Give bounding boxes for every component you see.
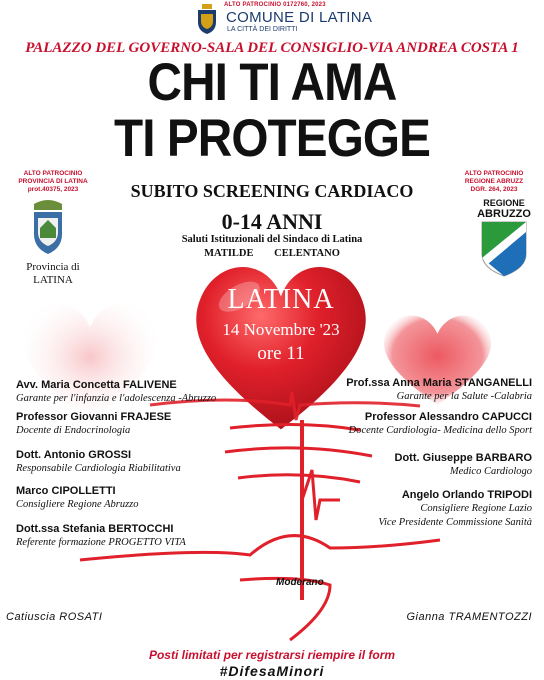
province-patronage-line: ALTO PATROCINIO (23, 170, 83, 177)
region-patronage-line: REGIONE ABRUZZ (464, 178, 524, 185)
venue: PALAZZO DEL GOVERNO-SALA DEL CONSIGLIO-VIA ANDREA COSTA 1 (25, 40, 519, 56)
province-name-line: LATINA (33, 274, 73, 286)
greetings-line: Saluti Istituzionali del Sindaco di Latina (181, 234, 363, 245)
speaker-right-2 (349, 410, 532, 438)
event-date: 14 Novembre '23 (222, 320, 340, 339)
event-city: LATINA (227, 284, 335, 315)
speaker-name: Avv. Maria Concetta FALIVENE (16, 379, 177, 391)
speaker-role: Garante per l'infanzia e l'adolescenza -Abruzzo (16, 393, 217, 404)
subtitle: SUBITO SCREENING CARDIACO (130, 181, 414, 201)
moderators-label: Moderano (276, 577, 324, 588)
speaker-name: Dott. Antonio GROSSI (16, 449, 132, 461)
speaker-role: Vice Presidente Commissione Sanità (378, 517, 532, 528)
speaker-name: Professor Alessandro CAPUCCI (364, 411, 532, 423)
region-logo-line-2: ABRUZZO (477, 208, 531, 220)
region-patronage-line: ALTO PATROCINIO (464, 170, 524, 177)
moderator-right: Gianna TRAMENTOZZI (406, 611, 532, 623)
speaker-role: Garante per la Salute -Calabria (396, 391, 532, 402)
province-name-line: Provincia di (26, 261, 80, 273)
speaker-role: Referente formazione PROGETTO VITA (16, 537, 186, 548)
speaker-name: Marco CIPOLLETTI (16, 485, 116, 497)
region-patronage-line: DGR. 264, 2023 (470, 186, 518, 193)
speaker-name: Professor Giovanni FRAJESE (16, 411, 172, 423)
speaker-name: Dott.ssa Stefania BERTOCCHI (16, 523, 174, 535)
registration-note: Posti limitati per registrarsi riempire il form (148, 648, 396, 662)
speaker-left-3 (16, 448, 181, 476)
speaker-role: Consigliere Regione Abruzzo (16, 499, 139, 510)
speaker-role: Docente di Endocrinologia (16, 425, 131, 436)
comune-patronage: ALTO PATROCINIO 0172760, 2023 (224, 2, 326, 8)
speaker-right-4 (378, 488, 532, 530)
speaker-right-3 (395, 451, 533, 479)
speaker-left-5 (16, 522, 186, 550)
speaker-role: Responsabile Cardiologia Riabilitativa (16, 463, 181, 474)
speaker-right-1 (346, 376, 532, 404)
speaker-name: Angelo Orlando TRIPODI (401, 489, 532, 501)
speaker-role: Consigliere Regione Lazio (420, 503, 532, 514)
speaker-left-1 (16, 378, 216, 406)
age-range: 0-14 ANNI (221, 209, 323, 234)
region-logo-line-1: REGIONE (483, 198, 525, 208)
speaker-role: Docente Cardiologia- Medicina dello Sport (348, 425, 532, 436)
comune-name: COMUNE DI LATINA (226, 9, 373, 26)
province-patronage-line: prot.40375, 2023 (27, 186, 79, 193)
comune-tagline: LA CITTÀ DEI DIRITTI (227, 26, 298, 33)
province-patronage-line: PROVINCIA DI LATINA (18, 178, 88, 185)
speaker-left-4 (16, 484, 139, 512)
mayor-name: MATILDE CELENTANO (204, 248, 340, 259)
title-line-1: CHI TI AMA (147, 53, 397, 112)
hashtag: #DifesaMinori (219, 663, 325, 679)
speaker-name: Dott. Giuseppe BARBARO (394, 452, 532, 464)
event-time: ore 11 (257, 343, 305, 364)
moderator-left: Catiuscia ROSATI (6, 611, 103, 623)
title-line-2: TI PROTEGGE (113, 109, 431, 168)
speaker-role: Medico Cardiologo (449, 466, 532, 477)
speaker-name: Prof.ssa Anna Maria STANGANELLI (346, 377, 532, 389)
speaker-left-2 (16, 410, 171, 438)
